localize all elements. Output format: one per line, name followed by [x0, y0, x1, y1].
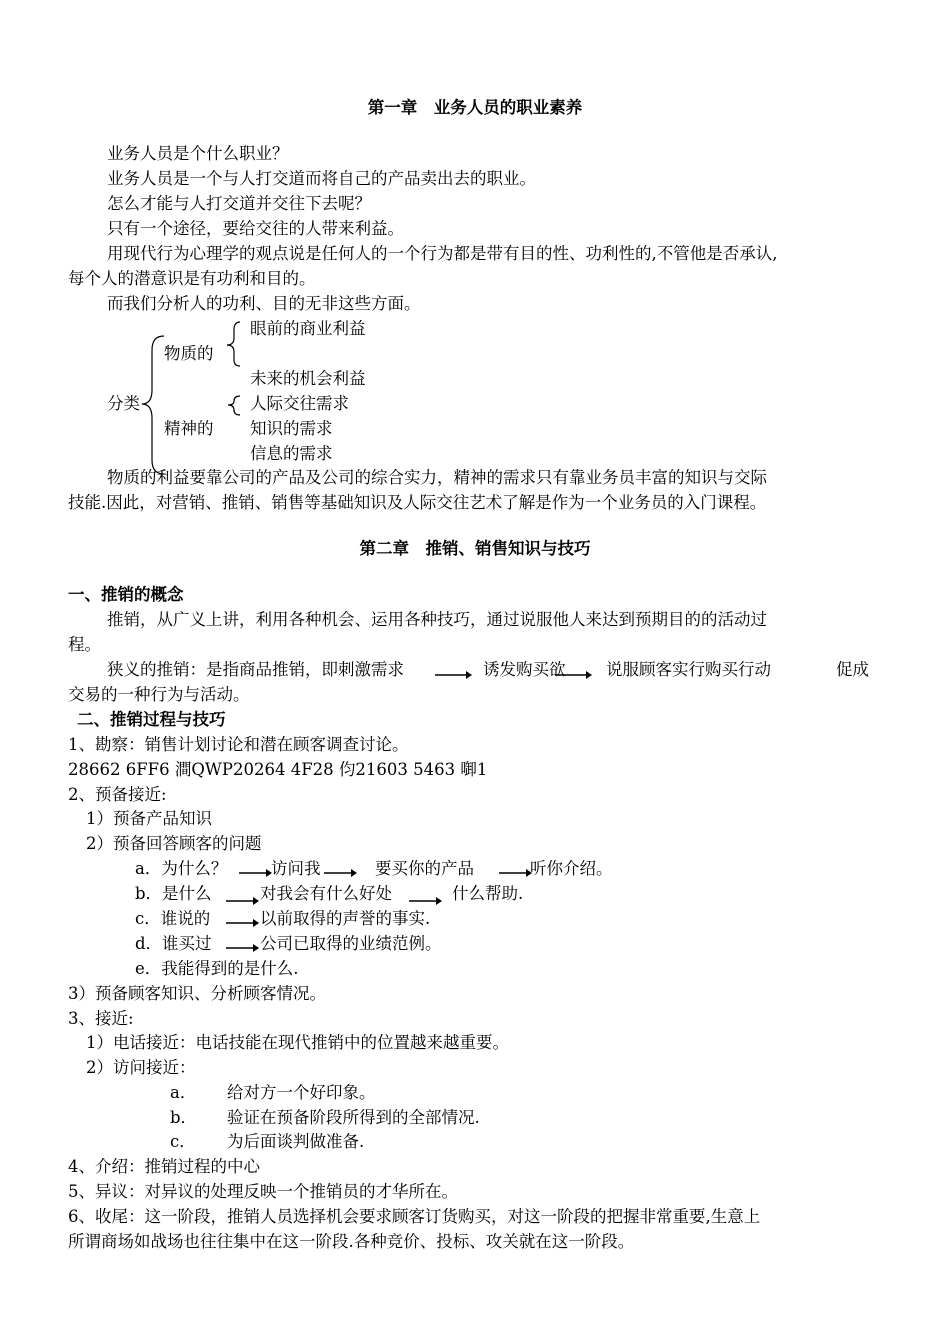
paragraph: 业务人员是个什么职业？	[107, 144, 289, 163]
list-item: 所谓商场如战场也往往集中在这一阶段.各种竞价、投标、攻关就在这一阶段。	[68, 1232, 635, 1251]
qc-text: 以前取得的声誉的事实.	[260, 909, 431, 928]
tree-item: 信息的需求	[250, 444, 333, 463]
flow-text: 狭义的推销：是指商品推销，即刺激需求	[107, 660, 404, 679]
qa-text: 访问我	[271, 859, 321, 878]
list-item: 5、异议：对异议的处理反映一个推销员的才华所在。	[68, 1182, 458, 1201]
qa-text: a．为什么？	[135, 859, 228, 878]
flow-text: 促成	[836, 660, 869, 679]
paragraph: 物质的利益要靠公司的产品及公司的综合实力，精神的需求只有靠业务员丰富的知识与交际	[107, 468, 767, 487]
arrow-right-icon	[497, 862, 533, 878]
qb-text: 什么帮助.	[452, 884, 524, 903]
visit-key: b．	[170, 1108, 198, 1127]
list-item: 3、接近:	[68, 1009, 134, 1028]
qd-text: 公司已取得的业绩范例。	[260, 934, 442, 953]
arrow-right-icon	[237, 862, 273, 878]
paragraph: 每个人的潜意识是有功利和目的。	[68, 269, 316, 288]
list-item: 2、预备接近:	[68, 785, 167, 804]
paragraph: 怎么才能与人打交道并交往下去呢？	[107, 194, 371, 213]
tree-material-label: 物质的	[164, 344, 214, 363]
visit-key: c．	[170, 1132, 196, 1151]
arrow-right-icon	[322, 862, 358, 878]
paragraph: 技能.因此，对营销、推销、销售等基础知识及人际交往艺术了解是作为一个业务员的入门课程。	[68, 493, 767, 512]
list-item: 4、介绍：推销过程的中心	[68, 1157, 260, 1176]
paragraph: 交易的一种行为与活动。	[68, 685, 250, 704]
visit-text: 为后面谈判做准备.	[227, 1132, 365, 1151]
arrow-right-icon	[433, 664, 473, 680]
paragraph: 只有一个途径，要给交往的人带来利益。	[107, 219, 404, 238]
arrow-right-icon	[224, 912, 260, 928]
flow-text: 说服顾客实行购买行动	[606, 660, 771, 679]
visit-text: 验证在预备阶段所得到的全部情况.	[227, 1108, 480, 1127]
tree-item: 人际交往需求	[250, 394, 349, 413]
section-heading: 二、推销过程与技巧	[77, 710, 226, 729]
arrow-right-icon	[224, 937, 260, 953]
list-item: 2）访问接近：	[86, 1058, 196, 1077]
flow-text: 诱发购买欲	[483, 660, 566, 679]
list-item: 3）预备顾客知识、分析顾客情况。	[68, 984, 326, 1003]
qc-text: c．谁说的	[135, 909, 211, 928]
qd-text: d．谁买过	[135, 934, 212, 953]
brace-material-icon	[224, 318, 244, 370]
paragraph: 推销，从广义上讲，利用各种机会、运用各种技巧，通过说服他人来达到预期目的的活动过	[107, 610, 767, 629]
chapter-2-title: 第二章 推销、销售知识与技巧	[359, 539, 591, 558]
qa-text: 要买你的产品	[375, 859, 474, 878]
paragraph: 而我们分析人的功利、目的无非这些方面。	[107, 294, 421, 313]
list-item: 1）预备产品知识	[86, 809, 212, 828]
arrow-right-icon	[224, 890, 260, 906]
arrow-right-icon	[553, 664, 593, 680]
paragraph: 用现代行为心理学的观点说是任何人的一个行为都是带有目的性、功利性的,不管他是否承认,	[107, 244, 778, 263]
qa-text: 听你介绍。	[530, 859, 613, 878]
tree-item: 眼前的商业利益	[250, 319, 366, 338]
qe-text: e．我能得到的是什么.	[135, 959, 299, 978]
qb-text: b．是什么	[135, 884, 212, 903]
tree-root-label: 分类	[107, 394, 140, 413]
list-item: 6、收尾：这一阶段，推销人员选择机会要求顾客订货购买，对这一阶段的把握非常重要,生意上	[68, 1207, 761, 1226]
arrow-right-icon	[407, 890, 443, 906]
list-item: 1、勘察：销售计划讨论和潜在顾客调查讨论。	[68, 735, 409, 754]
list-item: 2）预备回答顾客的问题	[86, 834, 262, 853]
list-item: 28662 6FF6 澗QWP20264 4F28 伨21603 5463 啣1	[68, 760, 488, 779]
visit-key: a．	[170, 1083, 197, 1102]
list-item: 1）电话接近：电话技能在现代推销中的位置越来越重要。	[86, 1033, 509, 1052]
paragraph: 业务人员是一个与人打交道而将自己的产品卖出去的职业。	[107, 169, 536, 188]
tree-item: 知识的需求	[250, 419, 333, 438]
tree-spiritual-label: 精神的	[164, 419, 214, 438]
qb-text: 对我会有什么好处	[260, 884, 392, 903]
visit-text: 给对方一个好印象。	[227, 1083, 376, 1102]
section-heading: 一、推销的概念	[68, 585, 184, 604]
tree-item: 未来的机会利益	[250, 369, 366, 388]
brace-left-icon	[140, 330, 170, 480]
chapter-1-title: 第一章 业务人员的职业素养	[367, 98, 583, 117]
brace-spiritual-icon	[224, 392, 244, 420]
paragraph: 程。	[68, 635, 101, 654]
